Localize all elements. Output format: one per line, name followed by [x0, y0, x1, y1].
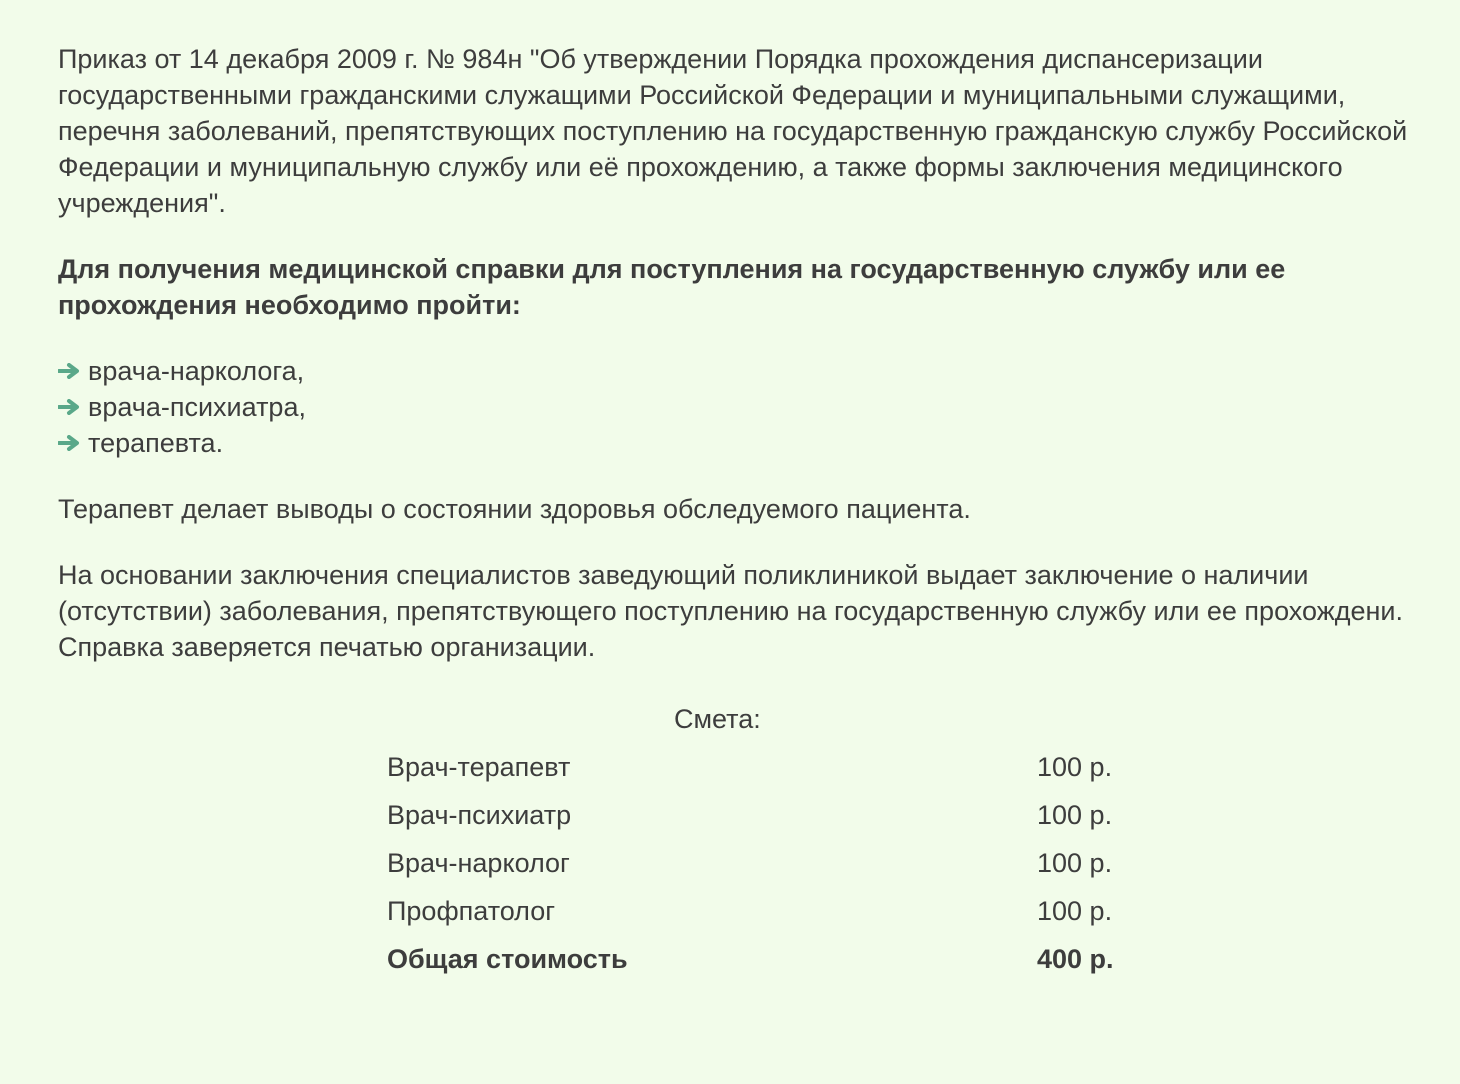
requirement-heading: Для получения медицинской справки для поступления на государственную службу или ее прохождения необходимо пройти: — [58, 254, 1286, 320]
specialist-label: врача-психиатра, — [88, 392, 306, 422]
table-row — [372, 839, 1157, 887]
specialist-label: терапевта. — [88, 428, 224, 458]
service-name: Профпатолог — [387, 896, 556, 926]
order-reference-text: Приказ от 14 декабря 2009 г. № 984н "Об утверждении Порядка прохождения диспансеризации государственными гражданскими служащими Российской Федерации и муниципальными служащими, перечня заболеваний, препятствующих поступлению на государственную гражданскую службу Российской Федерации и муниципальную службу или её прохождению, а также формы заключения медицинского учреждения". — [58, 44, 1408, 218]
service-name: Врач-терапевт — [387, 752, 571, 782]
service-name: Врач-психиатр — [387, 800, 572, 830]
arrow-right-icon — [58, 435, 80, 451]
list-item — [58, 353, 1418, 389]
service-name: Врач-нарколог — [387, 848, 570, 878]
specialist-label: врача-нарколога, — [88, 356, 305, 386]
total-label: Общая стоимость — [387, 944, 628, 974]
arrow-right-icon — [58, 363, 80, 379]
list-item — [58, 425, 1418, 461]
service-price: 100 р. — [1037, 848, 1113, 878]
table-row — [372, 743, 1157, 791]
list-item — [58, 389, 1418, 425]
service-price: 100 р. — [1037, 896, 1113, 926]
arrow-right-icon — [58, 399, 80, 415]
estimate-table — [372, 743, 1157, 983]
main-content: Приказ от 14 декабря 2009 г. № 984н "Об утверждении Порядка прохождения диспансеризации государственными гражданскими служащими Российской Федерации и муниципальными служащими, перечня заболеваний, препятствующих поступлению на государственную гражданскую службу Российской Федерации и муниципальную службу или её прохождению, а также формы заключения медицинского учреждения". Для получения медицинской справки для поступления на государственную службу или ее прохождения необходимо пройти: врача-нарколога, врача-психиатра, терапевта. Терапевт делает выводы о состоянии здоровья обследуемого пациента. На основании заключения специалистов заведующий поликлиникой выдает заключение о наличии (отсутствии) заболевания, препятствующего поступлению на государственную службу или ее прохождени. Справка заверяется печатью организации. Смета: Врач-терапевт 100 р. Врач-психиатр 100 р. Врач-нарколог 100 р. Профпатолог 100 р. Общая стоимость 400 р. — [58, 41, 1418, 695]
therapist-note: Терапевт делает выводы о состоянии здоровья обследуемого пациента. — [58, 494, 971, 524]
table-row — [372, 887, 1157, 935]
service-price: 100 р. — [1037, 800, 1113, 830]
service-price: 100 р. — [1037, 752, 1113, 782]
total-price: 400 р. — [1037, 944, 1114, 974]
table-row — [372, 791, 1157, 839]
total-row — [372, 935, 1157, 983]
conclusion-note: На основании заключения специалистов заведующий поликлиникой выдает заключение о наличии (отсутствии) заболевания, препятствующего поступлению на государственную службу или ее прохождени. Справка заверяется печатью организации. — [58, 560, 1404, 662]
specialists-list — [58, 353, 1418, 461]
